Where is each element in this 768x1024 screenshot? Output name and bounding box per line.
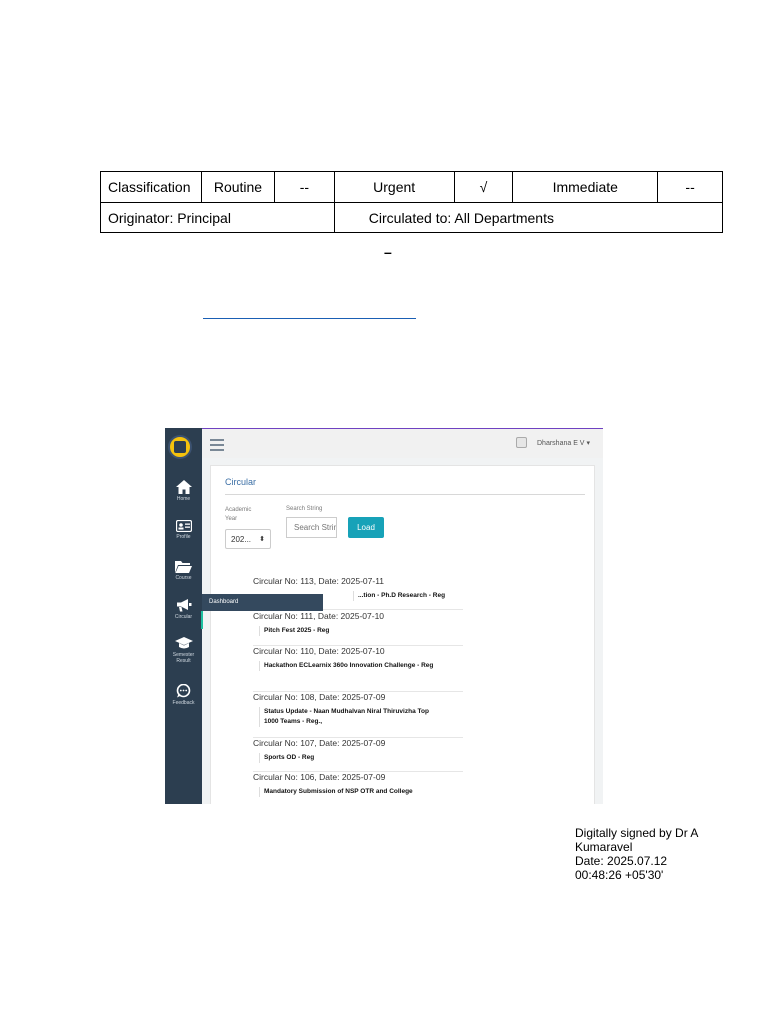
- immediate-value: --: [658, 172, 723, 203]
- circular-heading: Circular No: 107, Date: 2025-07-09: [253, 738, 386, 748]
- active-indicator: [201, 611, 203, 629]
- signature-line: Digitally signed by Dr A: [575, 826, 699, 840]
- circular-heading: Circular No: 110, Date: 2025-07-10: [253, 646, 385, 656]
- user-avatar[interactable]: [516, 437, 527, 448]
- chat-icon: [176, 684, 191, 698]
- academic-year-label: Academic Year: [225, 507, 252, 522]
- sidebar-item-home[interactable]: [165, 480, 202, 502]
- routine-label: Routine: [201, 172, 274, 203]
- classification-label: Classification: [101, 172, 202, 203]
- hamburger-menu-icon[interactable]: [210, 439, 224, 454]
- signature-line: Kumaravel: [575, 840, 633, 854]
- circular-subject: Hackathon ECLearnix 360o Innovation Challenge - Reg: [259, 661, 439, 671]
- list-item[interactable]: [253, 692, 463, 738]
- search-input[interactable]: [286, 517, 337, 538]
- academic-year-select[interactable]: [225, 529, 271, 549]
- sidebar-item-semester-result[interactable]: [165, 637, 202, 664]
- circular-subject: Sports OD - Reg: [259, 753, 439, 763]
- classification-row: [101, 172, 723, 203]
- urgent-value: √: [454, 172, 513, 203]
- graduation-cap-icon: [175, 637, 193, 650]
- sidebar-flyout-menu[interactable]: [202, 594, 323, 611]
- home-icon: [176, 480, 192, 494]
- list-item[interactable]: [253, 738, 463, 772]
- folder-icon: [175, 560, 192, 573]
- select-arrows-icon: ⬍: [259, 536, 265, 543]
- circulated-cell: Circulated to: All Departments: [334, 203, 722, 233]
- originator-row: [101, 203, 723, 233]
- portal-screenshot: [165, 428, 603, 804]
- sidebar-item-label: Course: [175, 575, 192, 581]
- circular-subject: Mandatory Submission of NSP OTR and College: [259, 787, 439, 797]
- dash-mark: –: [384, 244, 392, 260]
- urgent-label: Urgent: [334, 172, 454, 203]
- user-menu[interactable]: [537, 439, 590, 447]
- flyout-item-dashboard[interactable]: Dashboard: [209, 599, 239, 605]
- sidebar-item-label: Feedback: [172, 700, 195, 706]
- chevron-down-icon: ▾: [586, 440, 590, 447]
- underline-link[interactable]: [203, 318, 416, 319]
- user-name: Dharshana E V: [537, 440, 585, 447]
- id-card-icon: [176, 520, 192, 532]
- sidebar-item-profile[interactable]: [165, 520, 202, 540]
- list-item[interactable]: [253, 646, 463, 692]
- classification-table: [100, 171, 723, 233]
- circular-subject: Pitch Fest 2025 - Reg: [259, 626, 439, 636]
- sidebar-item-label: Profile: [176, 534, 191, 540]
- list-item[interactable]: [253, 772, 463, 804]
- divider: [225, 494, 585, 495]
- megaphone-icon: [176, 598, 192, 612]
- circular-heading: Circular No: 111, Date: 2025-07-10: [253, 611, 385, 621]
- sidebar-item-feedback[interactable]: [165, 684, 202, 706]
- topbar: [202, 428, 603, 458]
- circular-subject: Status Update - Naan Mudhalvan Niral Thiruvizha Top 1000 Teams - Reg.,: [259, 707, 439, 727]
- sidebar-item-circular[interactable]: [165, 598, 202, 620]
- signature-line: Date: 2025.07.12: [575, 854, 668, 868]
- circular-heading: Circular No: 106, Date: 2025-07-09: [253, 772, 386, 782]
- digital-signature: [575, 826, 698, 882]
- load-button[interactable]: Load: [348, 517, 384, 538]
- sidebar-item-course[interactable]: [165, 560, 202, 581]
- card-title: Circular: [225, 477, 257, 487]
- college-logo-icon[interactable]: [168, 435, 192, 459]
- circular-card: [210, 465, 595, 804]
- search-string-label: Search String: [286, 506, 323, 512]
- sidebar-item-label: Home: [176, 496, 191, 502]
- circular-heading: Circular No: 113, Date: 2025-07-11: [253, 576, 385, 586]
- originator-cell: Originator: Principal: [101, 203, 335, 233]
- circular-subject: ...tion - Ph.D Research - Reg: [353, 591, 458, 601]
- sidebar: [165, 428, 202, 804]
- signature-line: 00:48:26 +05'30': [575, 868, 664, 882]
- sidebar-item-label: Circular: [174, 614, 193, 620]
- circular-heading: Circular No: 108, Date: 2025-07-09: [253, 692, 386, 702]
- immediate-label: Immediate: [513, 172, 658, 203]
- list-item[interactable]: [253, 611, 463, 646]
- routine-value: --: [274, 172, 334, 203]
- sidebar-item-label: Semester Result: [172, 652, 195, 664]
- year-select-value: 202...: [231, 535, 252, 544]
